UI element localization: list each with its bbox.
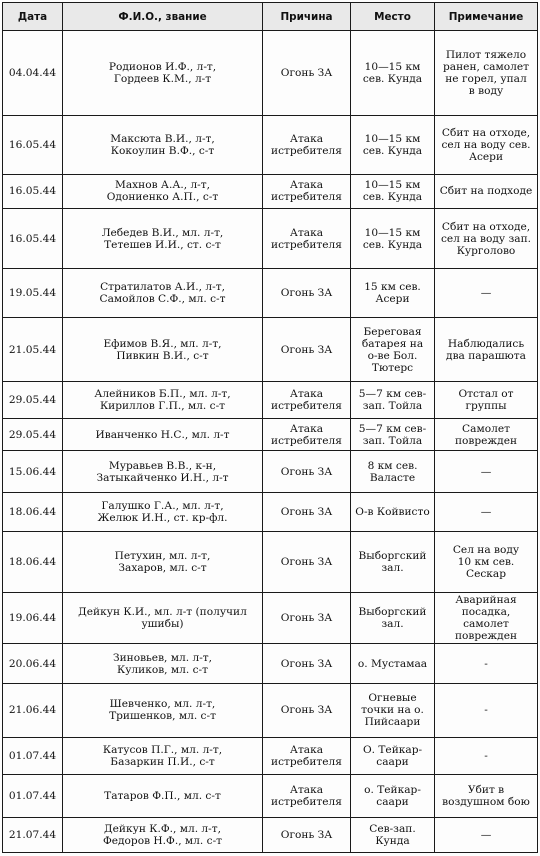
place-line: 5—7 км сев-	[358, 422, 427, 435]
cause-line: Огонь ЗА	[280, 287, 333, 300]
note-cell	[435, 493, 538, 532]
table-row	[3, 493, 538, 532]
note-line: Аварийная	[455, 594, 517, 607]
name-line: Петухин, мл. л-т,	[114, 549, 211, 562]
place-line: Валасте	[369, 471, 416, 484]
name-cell	[63, 418, 263, 451]
table-row	[3, 209, 538, 269]
place-line: зал.	[381, 618, 404, 631]
name-line: Одониенко А.П., с-т	[106, 191, 219, 204]
note-cell	[435, 737, 538, 775]
place-cell	[351, 268, 435, 317]
place-line: сев. Кунда	[362, 144, 423, 157]
note-cell	[435, 451, 538, 493]
name-line: Татаров Ф.П., мл. с-т	[104, 790, 221, 803]
name-line: Желюк И.Н., ст. кр-фл.	[97, 512, 228, 525]
table-row	[3, 31, 538, 116]
note-line: в воду	[468, 84, 504, 97]
name-cell	[63, 684, 263, 737]
cause-cell	[263, 775, 351, 818]
cause-cell	[263, 174, 351, 209]
cause-line: Атака	[289, 743, 324, 756]
note-cell	[435, 382, 538, 419]
place-line: батарея на	[361, 337, 424, 350]
place-cell	[351, 209, 435, 269]
cause-line: Огонь ЗА	[280, 612, 333, 625]
name-cell	[63, 382, 263, 419]
name-line: Зиновьев, мл. л-т,	[112, 651, 213, 664]
place-cell	[351, 493, 435, 532]
name-line: Кокоулин В.Ф., с-т	[110, 144, 215, 157]
name-cell	[63, 318, 263, 382]
name-line: Шевченко, мл. л-т,	[109, 698, 216, 711]
cause-cell	[263, 318, 351, 382]
name-line: Кириллов Г.П., мл. с-т	[99, 400, 226, 413]
cause-line: истребителя	[271, 144, 342, 157]
note-cell	[435, 684, 538, 737]
cause-line: Огонь ЗА	[280, 555, 333, 568]
table-row	[3, 115, 538, 174]
note-line: поврежден	[454, 630, 518, 643]
table-row	[3, 775, 538, 818]
place-line: Выборгский	[358, 549, 427, 562]
name-line: Пивкин В.И., с-т	[116, 349, 209, 362]
name-cell	[63, 451, 263, 493]
place-cell	[351, 737, 435, 775]
name-line: Катусов П.Г., мл. л-т,	[102, 743, 223, 756]
place-cell	[351, 382, 435, 419]
cause-line: Атака	[289, 422, 324, 435]
note-line: группы	[465, 400, 507, 413]
note-line: Наблюдались	[447, 337, 525, 350]
note-line: сел на воду зап.	[440, 232, 532, 245]
name-line: Ефимов В.Я., мл. л-т,	[103, 337, 222, 350]
name-line: Махнов А.А., л-т,	[115, 179, 210, 192]
cause-line: Огонь ЗА	[280, 66, 333, 79]
note-line: два парашюта	[446, 349, 526, 362]
place-line: Огневые	[368, 692, 417, 705]
place-cell	[351, 775, 435, 818]
place-line: сев. Кунда	[362, 238, 423, 251]
name-line: ушибы)	[141, 618, 184, 631]
note-line: Самолет	[462, 422, 510, 435]
name-line: Самойлов С.Ф., мл. с-т	[99, 293, 226, 306]
place-cell	[351, 418, 435, 451]
cause-cell	[263, 737, 351, 775]
note-cell	[435, 775, 538, 818]
name-cell	[63, 644, 263, 684]
place-line: 15 км сев.	[364, 281, 421, 294]
cause-cell	[263, 382, 351, 419]
name-line: Дейкун К.И., мл. л-т (получил	[78, 606, 247, 619]
place-line: 10—15 км	[364, 179, 421, 192]
place-line: саари	[376, 755, 409, 768]
cause-cell	[263, 268, 351, 317]
place-line: точки на о.	[361, 704, 424, 717]
cause-cell	[263, 818, 351, 853]
note-line: Сел на воду	[452, 543, 520, 556]
note-line: —	[480, 287, 492, 300]
place-line: Сев-зап.	[369, 823, 416, 836]
cause-cell	[263, 493, 351, 532]
place-cell	[351, 818, 435, 853]
cause-line: Атака	[289, 132, 324, 145]
place-line: Тютерс	[371, 361, 414, 374]
date-cell: 16.05.44	[3, 115, 63, 174]
note-line: Асери	[468, 150, 504, 163]
place-line: сев. Кунда	[362, 72, 423, 85]
note-cell	[435, 644, 538, 684]
note-cell	[435, 31, 538, 116]
place-cell	[351, 451, 435, 493]
date-cell: 15.06.44	[3, 451, 63, 493]
name-cell	[63, 31, 263, 116]
date-cell: 20.06.44	[3, 644, 63, 684]
cause-line: истребителя	[271, 434, 342, 447]
header-note: Примечание	[435, 3, 538, 31]
date-cell: 21.05.44	[3, 318, 63, 382]
name-line: Федоров Н.Ф., мл. с-т	[102, 835, 223, 848]
cause-cell	[263, 209, 351, 269]
note-line: Сескар	[465, 567, 507, 580]
table-row	[3, 684, 538, 737]
note-line: -	[484, 749, 488, 762]
place-cell	[351, 684, 435, 737]
name-line: Иванченко Н.С., мл. л-т	[95, 428, 230, 441]
name-line: Захаров, мл. с-т	[118, 561, 207, 574]
place-line: сев. Кунда	[362, 191, 423, 204]
cause-line: Огонь ЗА	[280, 704, 333, 717]
name-line: Тришенков, мл. с-т	[109, 710, 216, 723]
table-body	[3, 31, 538, 853]
note-cell	[435, 418, 538, 451]
place-cell	[351, 115, 435, 174]
cause-cell	[263, 592, 351, 643]
cause-line: Огонь ЗА	[280, 829, 333, 842]
place-line: Пийсаари	[364, 716, 421, 729]
cause-line: Огонь ЗА	[280, 506, 333, 519]
date-cell: 04.04.44	[3, 31, 63, 116]
cause-cell	[263, 532, 351, 593]
note-line: -	[484, 704, 488, 717]
place-line: Асери	[375, 293, 410, 306]
place-line: Выборгский	[358, 606, 427, 619]
note-cell	[435, 532, 538, 593]
name-cell	[63, 737, 263, 775]
cause-line: истребителя	[271, 238, 342, 251]
table-row	[3, 737, 538, 775]
cause-line: истребителя	[271, 796, 342, 809]
name-line: Максюта В.И., л-т,	[110, 132, 215, 145]
header-place: Место	[351, 3, 435, 31]
place-line: о. Мустамаа	[357, 657, 428, 670]
name-cell	[63, 174, 263, 209]
table-row	[3, 818, 538, 853]
name-cell	[63, 532, 263, 593]
name-line: Куликов, мл. с-т	[117, 663, 208, 676]
note-line: ранен, самолет	[443, 60, 529, 73]
date-cell: 29.05.44	[3, 382, 63, 419]
place-line: 10—15 км	[364, 60, 421, 73]
place-line: саари	[376, 796, 409, 809]
note-line: Сбит на подходе	[439, 185, 533, 198]
place-cell	[351, 31, 435, 116]
note-line: Убит в	[467, 784, 505, 797]
cause-line: истребителя	[271, 755, 342, 768]
table-row	[3, 382, 538, 419]
note-cell	[435, 318, 538, 382]
name-line: Муравьев В.В., к-н,	[108, 459, 217, 472]
place-line: 8 км сев.	[367, 459, 418, 472]
cause-line: истребителя	[271, 191, 342, 204]
name-line: Тетешев И.И., ст. с-т	[104, 238, 221, 251]
date-cell: 21.06.44	[3, 684, 63, 737]
table-row	[3, 318, 538, 382]
place-cell	[351, 644, 435, 684]
place-line: О-в Койвисто	[355, 506, 430, 519]
cause-line: Атака	[289, 784, 324, 797]
note-line: Пилот тяжело	[445, 48, 527, 61]
name-line: Алейников Б.П., мл. л-т,	[94, 388, 231, 401]
note-line: поврежден	[454, 434, 518, 447]
cause-line: Атака	[289, 388, 324, 401]
header-date: Дата	[3, 3, 63, 31]
table-row	[3, 592, 538, 643]
name-cell	[63, 775, 263, 818]
header-name-rank: Ф.И.О., звание	[63, 3, 263, 31]
note-cell	[435, 818, 538, 853]
header-cause: Причина	[263, 3, 351, 31]
date-cell: 18.06.44	[3, 532, 63, 593]
place-line: О. Тейкар-	[362, 743, 423, 756]
cause-cell	[263, 684, 351, 737]
note-line: —	[480, 829, 492, 842]
date-cell: 19.05.44	[3, 268, 63, 317]
place-cell	[351, 592, 435, 643]
cause-line: Огонь ЗА	[280, 465, 333, 478]
note-cell	[435, 268, 538, 317]
cause-line: Огонь ЗА	[280, 343, 333, 356]
note-line: воздушном бою	[442, 796, 530, 809]
table-row	[3, 418, 538, 451]
name-line: Родионов И.Ф., л-т,	[108, 60, 217, 73]
place-line: 10—15 км	[364, 132, 421, 145]
date-cell: 16.05.44	[3, 209, 63, 269]
name-line: Дейкун К.Ф., мл. л-т,	[104, 823, 221, 836]
date-cell: 01.07.44	[3, 737, 63, 775]
place-line: зал.	[381, 561, 404, 574]
cause-cell	[263, 115, 351, 174]
header-row	[3, 3, 538, 31]
place-cell	[351, 174, 435, 209]
name-cell	[63, 115, 263, 174]
cause-cell	[263, 31, 351, 116]
note-line: Сбит на отходе,	[441, 220, 531, 233]
note-cell	[435, 174, 538, 209]
note-line: —	[480, 465, 492, 478]
cause-line: истребителя	[271, 400, 342, 413]
cause-cell	[263, 644, 351, 684]
note-line: —	[480, 506, 492, 519]
table-row	[3, 174, 538, 209]
table-row	[3, 532, 538, 593]
name-line: Стратилатов А.И., л-т,	[100, 281, 225, 294]
note-line: Отстал от	[458, 388, 514, 401]
date-cell: 19.06.44	[3, 592, 63, 643]
note-cell	[435, 115, 538, 174]
name-cell	[63, 268, 263, 317]
note-line: Курголово	[456, 244, 516, 257]
note-cell	[435, 209, 538, 269]
name-cell	[63, 818, 263, 853]
place-cell	[351, 532, 435, 593]
table-row	[3, 451, 538, 493]
cause-cell	[263, 418, 351, 451]
date-cell: 29.05.44	[3, 418, 63, 451]
note-line: -	[484, 657, 488, 670]
table-row	[3, 644, 538, 684]
place-cell	[351, 318, 435, 382]
note-line: 10 км сев.	[457, 555, 515, 568]
note-line: не горел, упал	[445, 72, 527, 85]
date-cell: 18.06.44	[3, 493, 63, 532]
name-cell	[63, 493, 263, 532]
name-cell	[63, 592, 263, 643]
place-line: Кунда	[375, 835, 410, 848]
cause-line: Атака	[289, 179, 324, 192]
name-line: Затыкайченко И.Н., л-т	[96, 471, 229, 484]
cause-cell	[263, 451, 351, 493]
note-line: сел на воду сев.	[441, 138, 531, 151]
name-line: Лебедев В.И., мл. л-т,	[101, 226, 224, 239]
place-line: о-ве Бол.	[367, 349, 418, 362]
note-line: посадка, самолет	[461, 606, 511, 631]
name-line: Базаркин П.И., с-т	[110, 755, 215, 768]
table-row	[3, 268, 538, 317]
losses-table	[2, 2, 538, 853]
name-cell	[63, 209, 263, 269]
note-cell	[435, 592, 538, 643]
date-cell: 21.07.44	[3, 818, 63, 853]
name-line: Галушко Г.А., мл. л-т,	[101, 500, 224, 513]
note-line: Сбит на отходе,	[441, 126, 531, 139]
place-line: 10—15 км	[364, 226, 421, 239]
place-line: 5—7 км сев-	[358, 388, 427, 401]
place-line: Береговая	[363, 325, 422, 338]
place-line: зап. Тойла	[362, 434, 423, 447]
place-line: зап. Тойла	[362, 400, 423, 413]
name-line: Гордеев К.М., л-т	[113, 72, 212, 85]
date-cell: 01.07.44	[3, 775, 63, 818]
cause-line: Атака	[289, 226, 324, 239]
cause-line: Огонь ЗА	[280, 657, 333, 670]
place-line: о. Тейкар-	[364, 784, 421, 797]
date-cell: 16.05.44	[3, 174, 63, 209]
